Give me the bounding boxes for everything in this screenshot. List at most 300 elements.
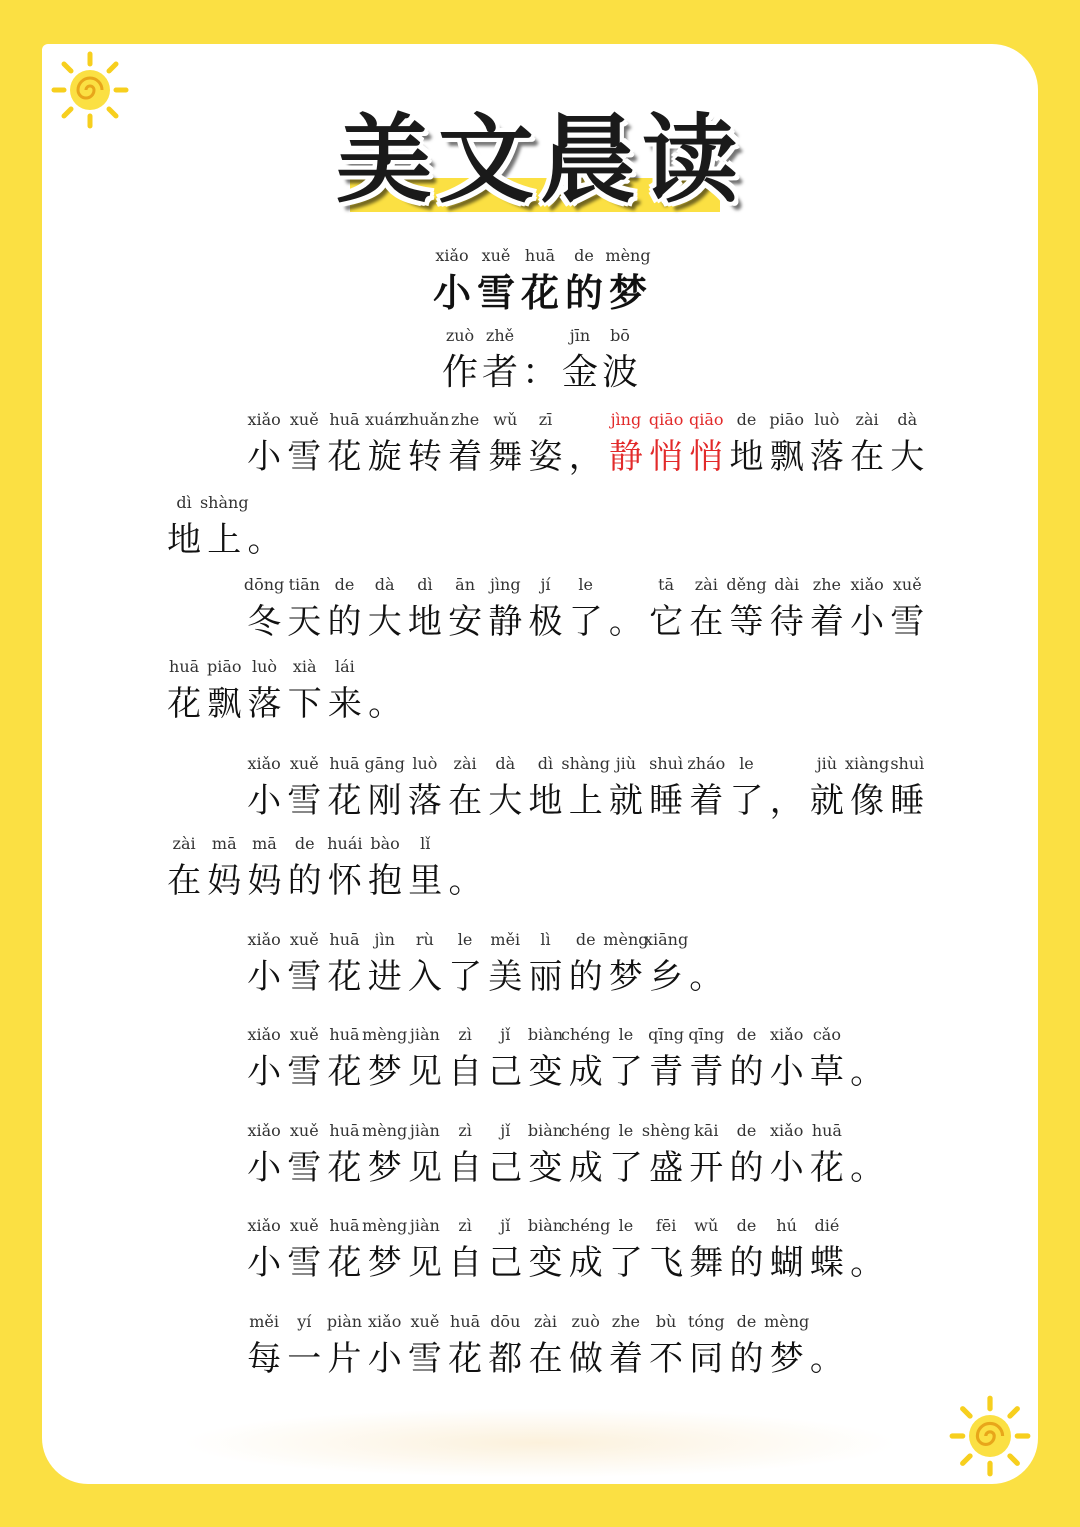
- pinyin: huā: [329, 1216, 360, 1235]
- pinyin: xuě: [289, 1216, 319, 1235]
- pinyin: xuě: [410, 1312, 440, 1331]
- hanzi-cell: [365, 657, 405, 729]
- hanzi: 。: [247, 520, 282, 560]
- pinyin: wǔ: [493, 410, 518, 429]
- pinyin: mā: [211, 834, 237, 853]
- hanzi: 花: [809, 1148, 844, 1188]
- hanzi-cell: [244, 493, 284, 565]
- hanzi: 的: [729, 1052, 764, 1092]
- hanzi-cell: [445, 834, 485, 906]
- pinyin: huā: [524, 246, 556, 265]
- hanzi: 它: [649, 602, 684, 642]
- hanzi: 着: [689, 781, 724, 821]
- pinyin: de: [334, 575, 355, 594]
- hanzi: 。: [689, 957, 724, 997]
- hanzi: 妈: [247, 861, 282, 901]
- hanzi: 在: [689, 602, 724, 642]
- hanzi: 了: [448, 957, 483, 997]
- pinyin: zī: [538, 410, 553, 429]
- hanzi: 雪: [287, 1052, 322, 1092]
- hanzi: 了: [608, 1052, 643, 1092]
- pinyin: xiǎo: [435, 246, 469, 265]
- pinyin: huā: [450, 1312, 481, 1331]
- hanzi: 了: [608, 1148, 643, 1188]
- hanzi: 飞: [649, 1243, 684, 1283]
- hanzi: 梦: [608, 271, 647, 315]
- hanzi: 在: [850, 437, 885, 477]
- hanzi: 悄: [689, 437, 724, 477]
- hanzi-cell: [405, 834, 445, 906]
- hanzi: 梦: [367, 1243, 402, 1283]
- pinyin: huái: [327, 834, 363, 853]
- hanzi: 地: [407, 602, 442, 642]
- hanzi: 者: [481, 352, 518, 393]
- hanzi-cell: [807, 1312, 847, 1384]
- pinyin: xiǎo: [368, 1312, 402, 1331]
- pinyin: zài: [533, 1312, 558, 1331]
- pinyin: de: [736, 1312, 757, 1331]
- hanzi: 天: [287, 602, 322, 642]
- hanzi: 开: [689, 1148, 724, 1188]
- hanzi: ：: [521, 352, 558, 393]
- pinyin: xiǎo: [770, 1025, 804, 1044]
- pinyin: zì: [458, 1025, 472, 1044]
- pinyin: tiān: [288, 575, 320, 594]
- hanzi: 己: [488, 1052, 523, 1092]
- hanzi: 雪: [890, 602, 925, 642]
- hanzi-cell: [686, 930, 726, 1002]
- pinyin: xiǎo: [247, 930, 281, 949]
- pinyin: xuě: [481, 246, 511, 265]
- hanzi: 小: [247, 957, 282, 997]
- pinyin: jiàn: [409, 1121, 440, 1140]
- pinyin: dài: [774, 575, 800, 594]
- hanzi: 转: [407, 437, 442, 477]
- hanzi: 草: [809, 1052, 844, 1092]
- pinyin: měi: [490, 930, 521, 949]
- hanzi: 。: [850, 1148, 885, 1188]
- hanzi: 。: [850, 1052, 885, 1092]
- hanzi: 大: [367, 602, 402, 642]
- hanzi: 梦: [367, 1148, 402, 1188]
- pinyin: zhe: [611, 1312, 640, 1331]
- hanzi: 来: [327, 684, 362, 724]
- hanzi: 盛: [649, 1148, 684, 1188]
- hanzi: 。: [809, 1339, 844, 1379]
- hanzi: 花: [327, 957, 362, 997]
- pinyin: piàn: [326, 1312, 363, 1331]
- pinyin: dà: [495, 754, 516, 773]
- hanzi-cell: [887, 410, 927, 482]
- hanzi-cell: [887, 754, 927, 826]
- pinyin: kāi: [694, 1121, 719, 1140]
- pinyin: zuò: [445, 326, 475, 345]
- hanzi: 成: [568, 1148, 603, 1188]
- hanzi-cell: [847, 1216, 887, 1288]
- hanzi: 每: [247, 1339, 282, 1379]
- pinyin: xuán: [365, 410, 405, 429]
- pinyin: biàn: [527, 1025, 564, 1044]
- pinyin: de: [736, 1216, 757, 1235]
- hanzi: 。: [368, 684, 403, 724]
- hanzi: 花: [167, 684, 202, 724]
- hanzi: 花: [327, 781, 362, 821]
- pinyin: zhe: [812, 575, 841, 594]
- pinyin: zháo: [687, 754, 726, 773]
- pinyin: jǐ: [500, 1025, 511, 1044]
- hanzi: 了: [729, 781, 764, 821]
- pinyin: tóng: [687, 1312, 725, 1331]
- pinyin: fēi: [655, 1216, 677, 1235]
- hanzi: 飘: [207, 684, 242, 724]
- hanzi: 不: [649, 1339, 684, 1379]
- pinyin: piāo: [207, 657, 242, 676]
- pinyin: tā: [658, 575, 675, 594]
- hanzi: 飘: [769, 437, 804, 477]
- hanzi: 妈: [207, 861, 242, 901]
- pinyin: de: [575, 930, 596, 949]
- hanzi: 的: [729, 1243, 764, 1283]
- hanzi: 。: [608, 602, 643, 642]
- hanzi: 下: [287, 684, 322, 724]
- hanzi: 静: [608, 437, 643, 477]
- pinyin: de: [294, 834, 315, 853]
- hanzi: 小: [432, 271, 471, 315]
- pinyin: xiǎo: [770, 1121, 804, 1140]
- hanzi-cell: [566, 575, 606, 647]
- pinyin: dì: [537, 754, 554, 773]
- pinyin: zài: [694, 575, 718, 594]
- hanzi: 梦: [769, 1339, 804, 1379]
- hanzi: 都: [488, 1339, 523, 1379]
- pinyin: dōng: [243, 575, 285, 594]
- hanzi: 小: [367, 1339, 402, 1379]
- hanzi: 见: [407, 1243, 442, 1283]
- pinyin: huā: [329, 1025, 360, 1044]
- pinyin: de: [736, 1025, 757, 1044]
- pinyin: mèng: [605, 246, 651, 265]
- pinyin: yí: [297, 1312, 312, 1331]
- pinyin: bō: [610, 326, 630, 345]
- pinyin: xiǎo: [247, 754, 281, 773]
- pinyin: luò: [814, 410, 840, 429]
- hanzi: 的: [287, 861, 322, 901]
- pinyin: huā: [329, 754, 360, 773]
- pinyin: xiāng: [643, 930, 689, 949]
- pinyin: zì: [458, 1216, 472, 1235]
- hanzi: 成: [568, 1243, 603, 1283]
- hanzi: 舞: [689, 1243, 724, 1283]
- pinyin: zuò: [571, 1312, 600, 1331]
- pinyin: lǐ: [420, 834, 431, 853]
- hanzi-cell: [325, 657, 365, 729]
- hanzi: 里: [408, 861, 443, 901]
- hanzi: 美: [488, 957, 523, 997]
- hanzi: 小: [247, 1148, 282, 1188]
- pinyin: jìn: [374, 930, 395, 949]
- pinyin: gāng: [364, 754, 405, 773]
- hanzi: 大: [890, 437, 925, 477]
- hanzi: 雪: [287, 957, 322, 997]
- hanzi: 着: [809, 602, 844, 642]
- hanzi: 待: [769, 602, 804, 642]
- hanzi: 的: [327, 602, 362, 642]
- hanzi: 上: [207, 520, 242, 560]
- hanzi: 雪: [287, 781, 322, 821]
- pinyin: xiàng: [844, 754, 890, 773]
- pinyin: xiǎo: [247, 410, 281, 429]
- pinyin: děng: [726, 575, 767, 594]
- hanzi: 就: [809, 781, 844, 821]
- pinyin: zhe: [450, 410, 480, 429]
- hanzi: 花: [327, 1052, 362, 1092]
- hanzi: 雪: [407, 1339, 442, 1379]
- hanzi: 小: [769, 1148, 804, 1188]
- hanzi-cell: [525, 410, 565, 482]
- hanzi: 姿: [528, 437, 563, 477]
- hanzi: 地: [167, 520, 202, 560]
- pinyin: lái: [335, 657, 355, 676]
- pinyin: mèng: [603, 930, 649, 949]
- hanzi-cell: [199, 493, 249, 565]
- pinyin: bào: [370, 834, 400, 853]
- pinyin: xuě: [289, 1025, 319, 1044]
- pinyin: xuě: [289, 930, 319, 949]
- hanzi-cell: [807, 1216, 847, 1288]
- pinyin: de: [736, 410, 757, 429]
- hanzi: 旋: [367, 437, 402, 477]
- pinyin: huā: [329, 410, 360, 429]
- hanzi: 的: [568, 957, 603, 997]
- pinyin: mèng: [362, 1216, 408, 1235]
- hanzi: 在: [167, 861, 202, 901]
- pinyin: dié: [814, 1216, 840, 1235]
- pinyin: luò: [251, 657, 278, 676]
- hanzi: 变: [528, 1148, 563, 1188]
- hanzi: 梦: [367, 1052, 402, 1092]
- pinyin: huā: [811, 1121, 842, 1140]
- hanzi: 梦: [608, 957, 643, 997]
- pinyin: jīn: [569, 326, 591, 345]
- pinyin: huā: [329, 930, 360, 949]
- pinyin: xuě: [289, 754, 319, 773]
- pinyin: dà: [374, 575, 395, 594]
- hanzi: 一: [287, 1339, 322, 1379]
- hanzi: 花: [327, 1243, 362, 1283]
- hanzi: 的: [564, 271, 603, 315]
- pinyin: xiǎo: [247, 1025, 281, 1044]
- pinyin: huā: [329, 1121, 360, 1140]
- hanzi: 上: [568, 781, 603, 821]
- sun-icon: [948, 1394, 1032, 1478]
- pinyin: le: [618, 1025, 634, 1044]
- hanzi: 进: [367, 957, 402, 997]
- pinyin: xiǎo: [247, 1216, 281, 1235]
- pinyin: jǐ: [500, 1216, 511, 1235]
- hanzi: 己: [488, 1148, 523, 1188]
- pinyin: shuì: [649, 754, 684, 773]
- pinyin: lì: [540, 930, 551, 949]
- hanzi: 雪: [287, 437, 322, 477]
- hanzi-cell: [807, 1025, 847, 1097]
- hanzi: 花: [520, 271, 559, 315]
- pinyin: xiǎo: [247, 1121, 281, 1140]
- pinyin: cǎo: [812, 1025, 841, 1044]
- hanzi: 见: [407, 1148, 442, 1188]
- pinyin: xià: [292, 657, 317, 676]
- hanzi-cell: [887, 575, 927, 647]
- pinyin: de: [736, 1121, 757, 1140]
- hanzi: 变: [528, 1243, 563, 1283]
- pinyin: jìng: [610, 410, 642, 429]
- pinyin: mèng: [362, 1025, 408, 1044]
- hanzi: 。: [448, 861, 483, 901]
- pinyin: zhě: [485, 326, 515, 345]
- pinyin: jiàn: [409, 1025, 440, 1044]
- hanzi: 花: [327, 1148, 362, 1188]
- hanzi: 像: [850, 781, 885, 821]
- hanzi: 花: [327, 437, 362, 477]
- pinyin: biàn: [527, 1121, 564, 1140]
- hanzi: 落: [809, 437, 844, 477]
- decorative-glow: [180, 1408, 900, 1478]
- hanzi: 作: [441, 352, 478, 393]
- pinyin: xuě: [892, 575, 922, 594]
- pinyin: le: [739, 754, 754, 773]
- hanzi: 自: [448, 1243, 483, 1283]
- pinyin: shèng: [641, 1121, 691, 1140]
- hanzi: 舞: [488, 437, 523, 477]
- hanzi: 片: [327, 1339, 362, 1379]
- pinyin: mā: [252, 834, 277, 853]
- pinyin: hú: [776, 1216, 797, 1235]
- pinyin: jí: [540, 575, 551, 594]
- pinyin: jiù: [816, 754, 838, 773]
- hanzi: 雪: [476, 271, 515, 315]
- banner-title: 美文晨读: [336, 104, 744, 216]
- hanzi: 着: [448, 437, 483, 477]
- pinyin: chéng: [561, 1025, 611, 1044]
- pinyin: mèng: [764, 1312, 810, 1331]
- pinyin: jìng: [489, 575, 521, 594]
- pinyin: dà: [897, 410, 918, 429]
- hanzi: 自: [448, 1052, 483, 1092]
- hanzi: 极: [528, 602, 563, 642]
- hanzi: 地: [528, 781, 563, 821]
- pinyin: zì: [458, 1121, 472, 1140]
- hanzi: 了: [608, 1243, 643, 1283]
- pinyin: dì: [417, 575, 433, 594]
- hanzi: 小: [247, 437, 282, 477]
- hanzi-cell: [847, 1121, 887, 1193]
- pinyin: qiāo: [689, 410, 724, 429]
- hanzi: 的: [729, 1148, 764, 1188]
- pinyin: zài: [172, 834, 196, 853]
- hanzi: 小: [247, 1052, 282, 1092]
- pinyin: měi: [249, 1312, 279, 1331]
- hanzi: ，: [769, 781, 804, 821]
- hanzi: 的: [729, 1339, 764, 1379]
- pinyin: shàng: [561, 754, 610, 773]
- hanzi: 成: [568, 1052, 603, 1092]
- hanzi: 睡: [890, 781, 925, 821]
- pinyin: dōu: [490, 1312, 521, 1331]
- hanzi-cell: [643, 930, 689, 1002]
- hanzi: 小: [247, 781, 282, 821]
- hanzi: 抱: [368, 861, 403, 901]
- hanzi: 怀: [327, 861, 362, 901]
- pinyin: ān: [455, 575, 476, 594]
- pinyin: xuě: [289, 1121, 319, 1140]
- hanzi-cell: [606, 246, 650, 318]
- hanzi: 小: [769, 1052, 804, 1092]
- hanzi: 。: [850, 1243, 885, 1283]
- hanzi-cell: [726, 754, 766, 826]
- pinyin: biàn: [527, 1216, 564, 1235]
- pinyin: le: [578, 575, 593, 594]
- hanzi: 金: [561, 352, 598, 393]
- hanzi: 做: [568, 1339, 603, 1379]
- pinyin: jǐ: [500, 1121, 511, 1140]
- hanzi: 落: [247, 684, 282, 724]
- hanzi: 变: [528, 1052, 563, 1092]
- pinyin: zhuǎn: [400, 410, 450, 429]
- hanzi: 乡: [649, 957, 684, 997]
- hanzi: 青: [649, 1052, 684, 1092]
- pinyin: huā: [169, 657, 200, 676]
- hanzi: 在: [528, 1339, 563, 1379]
- pinyin: zài: [855, 410, 879, 429]
- pinyin: jiàn: [409, 1216, 440, 1235]
- hanzi: 雪: [287, 1148, 322, 1188]
- hanzi: 静: [488, 602, 523, 642]
- hanzi-cell: [480, 326, 520, 398]
- pinyin: de: [574, 246, 594, 265]
- hanzi: 蝶: [809, 1243, 844, 1283]
- pinyin: qīng: [688, 1025, 725, 1044]
- hanzi: 雪: [287, 1243, 322, 1283]
- hanzi-cell: [600, 326, 640, 398]
- hanzi: 同: [689, 1339, 724, 1379]
- pinyin: jiù: [615, 754, 637, 773]
- pinyin: le: [618, 1216, 634, 1235]
- pinyin: chéng: [561, 1121, 611, 1140]
- pinyin: bù: [655, 1312, 677, 1331]
- hanzi: 青: [689, 1052, 724, 1092]
- hanzi: 就: [608, 781, 643, 821]
- pinyin: piāo: [769, 410, 804, 429]
- pinyin: xuě: [289, 410, 319, 429]
- pinyin: dì: [176, 493, 192, 512]
- hanzi: 刚: [367, 781, 402, 821]
- hanzi: 睡: [649, 781, 684, 821]
- pinyin: chéng: [561, 1216, 611, 1235]
- hanzi: 己: [488, 1243, 523, 1283]
- pinyin: rù: [415, 930, 434, 949]
- hanzi-cell: [764, 1312, 810, 1384]
- pinyin: zài: [453, 754, 477, 773]
- hanzi: 小: [247, 1243, 282, 1283]
- pinyin: le: [457, 930, 473, 949]
- pinyin: shàng: [199, 493, 249, 512]
- hanzi: 冬: [247, 602, 282, 642]
- pinyin: shuì: [890, 754, 925, 773]
- pinyin: luò: [412, 754, 438, 773]
- hanzi: 着: [608, 1339, 643, 1379]
- hanzi-cell: [847, 1025, 887, 1097]
- hanzi: ，: [568, 437, 603, 477]
- hanzi: 花: [448, 1339, 483, 1379]
